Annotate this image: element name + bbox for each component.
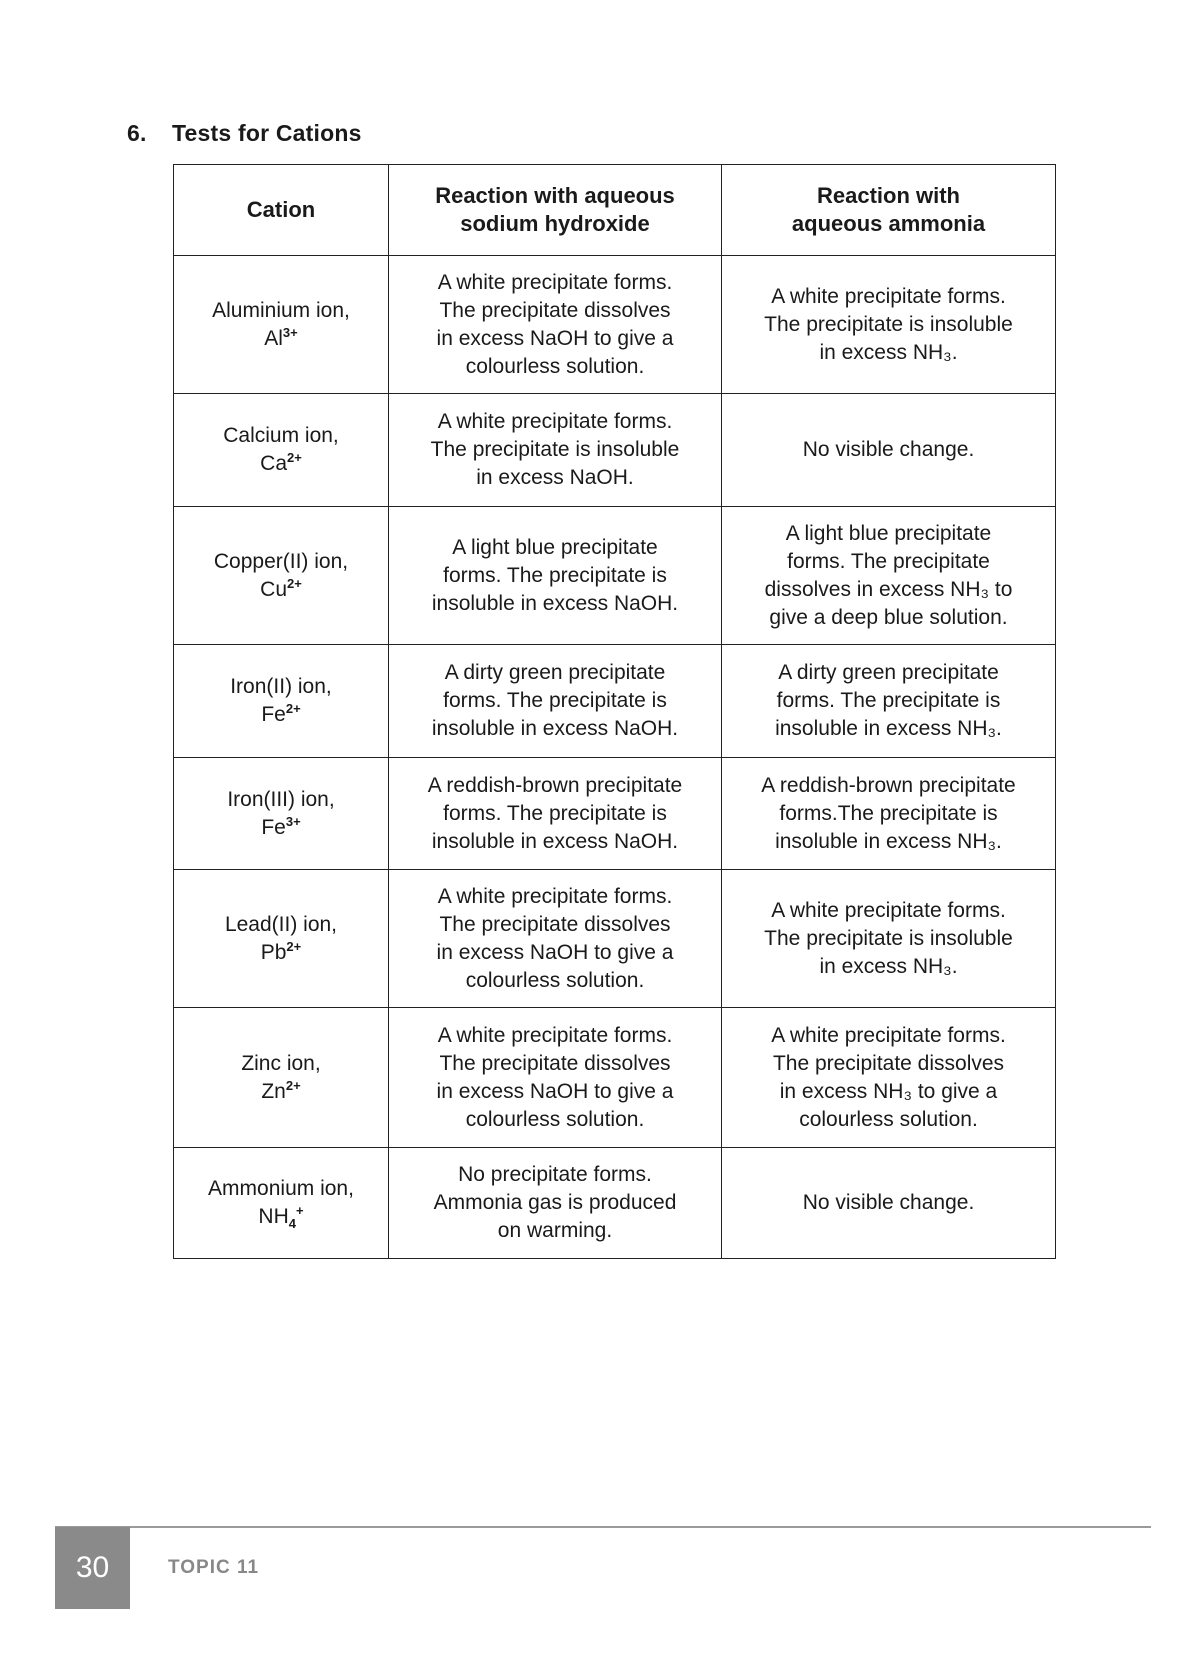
nh3-reaction-cell bbox=[722, 645, 1056, 758]
table-row bbox=[174, 758, 1056, 870]
reaction-text-line: The precipitate dissolves bbox=[439, 912, 671, 936]
cation-cell bbox=[174, 394, 389, 507]
reaction-text-line: in excess NaOH to give a bbox=[436, 326, 674, 350]
cation-cell bbox=[174, 1148, 389, 1259]
reaction-text-line: The precipitate is insoluble bbox=[764, 926, 1013, 950]
footer-divider bbox=[55, 1526, 1151, 1528]
reaction-text-line: give a deep blue solution. bbox=[769, 605, 1008, 629]
formula-charge: + bbox=[295, 1203, 304, 1218]
reaction-text-line: in excess NaOH to give a bbox=[436, 940, 674, 964]
naoh-reaction-cell bbox=[389, 1148, 722, 1259]
reaction-text-line: colourless solution. bbox=[465, 968, 645, 992]
cation-name: Lead(II) ion, bbox=[224, 912, 338, 936]
reaction-text-line: dissolves in excess NH₃ to bbox=[764, 577, 1013, 601]
cation-name: Iron(III) ion, bbox=[227, 787, 335, 811]
cation-formula: $Pb^{2+}$ bbox=[260, 938, 302, 964]
cation-formula: $Cu^{2+}$ bbox=[260, 575, 302, 601]
reaction-text-line: A light blue precipitate bbox=[785, 521, 992, 545]
reaction-text-line: A white precipitate forms. bbox=[771, 898, 1006, 922]
nh3-reaction-cell bbox=[722, 1148, 1056, 1259]
table-row bbox=[174, 256, 1056, 394]
reaction-text-line: A white precipitate forms. bbox=[771, 1023, 1006, 1047]
cation-name: Zinc ion, bbox=[241, 1051, 321, 1075]
reaction-text-line: No visible change. bbox=[802, 1191, 975, 1214]
naoh-reaction-cell bbox=[389, 507, 722, 645]
reaction-text-line: A reddish-brown precipitate bbox=[761, 773, 1016, 797]
nh3-reaction-cell bbox=[722, 758, 1056, 870]
naoh-reaction-cell bbox=[389, 1008, 722, 1148]
table-row bbox=[174, 394, 1056, 507]
nh3-reaction-cell bbox=[722, 256, 1056, 394]
formula-charge: 2+ bbox=[287, 450, 302, 465]
reaction-text-line: colourless solution. bbox=[465, 354, 645, 378]
reaction-text-line: forms. The precipitate is bbox=[776, 689, 1001, 712]
cation-name: Ammonium ion, bbox=[208, 1177, 354, 1200]
cation-formula: $Zn^{2+}$ bbox=[261, 1077, 301, 1103]
reaction-text-line: No visible change. bbox=[802, 438, 975, 461]
naoh-reaction-cell bbox=[389, 645, 722, 758]
header-naoh: Reaction with aqueous sodium hydroxide bbox=[389, 165, 722, 256]
reaction-text-line: in excess NH₃. bbox=[819, 954, 958, 978]
reaction-text-line: insoluble in excess NaOH. bbox=[431, 591, 679, 615]
reaction-text-line: The precipitate dissolves bbox=[439, 298, 671, 322]
cation-cell bbox=[174, 256, 389, 394]
reaction-text-line: A white precipitate forms. bbox=[771, 284, 1006, 308]
cation-name: Copper(II) ion, bbox=[213, 549, 349, 573]
cation-formula: $Fe^{2+}$ bbox=[261, 701, 301, 726]
naoh-reaction-cell bbox=[389, 256, 722, 394]
cation-name: Calcium ion, bbox=[223, 424, 339, 447]
cation-formula: $NH_4^+$ bbox=[258, 1203, 304, 1232]
reaction-text-line: forms. The precipitate is bbox=[443, 689, 667, 712]
topic-label: TOPIC 11 bbox=[168, 1557, 260, 1578]
nh3-reaction-cell bbox=[722, 1008, 1056, 1148]
reaction-text-line: in excess NaOH. bbox=[476, 466, 634, 489]
reaction-text-line: A light blue precipitate bbox=[452, 535, 658, 559]
formula-charge: 2+ bbox=[285, 1077, 301, 1093]
header-cation: Cation bbox=[174, 165, 389, 256]
cation-name: Aluminium ion, bbox=[212, 298, 350, 322]
table-row bbox=[174, 645, 1056, 758]
reaction-text-line: colourless solution. bbox=[465, 1107, 645, 1131]
cation-cell bbox=[174, 758, 389, 870]
table-header-row bbox=[174, 165, 1056, 256]
header-nh3: Reaction with aqueous ammonia bbox=[722, 165, 1056, 256]
table-row bbox=[174, 870, 1056, 1008]
page-number: 30 bbox=[55, 1527, 130, 1609]
naoh-reaction-cell bbox=[389, 870, 722, 1008]
cation-name: Iron(II) ion, bbox=[230, 675, 332, 698]
table-row bbox=[174, 1008, 1056, 1148]
formula-subscript: 4 bbox=[288, 1216, 296, 1232]
reaction-text-line: A white precipitate forms. bbox=[437, 1023, 673, 1047]
reaction-text-line: Ammonia gas is produced bbox=[433, 1191, 677, 1214]
cation-formula: $Ca^{2+}$ bbox=[260, 450, 302, 475]
cation-cell bbox=[174, 645, 389, 758]
cation-formula: $Fe^{3+}$ bbox=[261, 813, 301, 839]
reaction-text-line: in excess NaOH to give a bbox=[436, 1079, 674, 1103]
formula-charge: 3+ bbox=[282, 324, 298, 340]
cation-tests-table bbox=[173, 164, 1056, 1259]
nh3-reaction-cell bbox=[722, 394, 1056, 507]
reaction-text-line: A reddish-brown precipitate bbox=[427, 773, 683, 797]
reaction-text-line: in excess NH₃. bbox=[819, 340, 958, 364]
reaction-text-line: The precipitate is insoluble bbox=[430, 438, 680, 461]
reaction-text-line: forms.The precipitate is bbox=[779, 801, 998, 825]
reaction-text-line: No precipitate forms. bbox=[458, 1163, 652, 1186]
reaction-text-line: insoluble in excess NH₃. bbox=[775, 829, 1002, 853]
cation-formula: $Al^{3+}$ bbox=[264, 324, 298, 350]
reaction-text-line: The precipitate dissolves bbox=[439, 1051, 671, 1075]
formula-charge: 2+ bbox=[286, 938, 302, 954]
table-body bbox=[174, 256, 1056, 1259]
reaction-text-line: in excess NH₃ to give a bbox=[779, 1079, 998, 1103]
cation-cell bbox=[174, 870, 389, 1008]
reaction-text-line: The precipitate dissolves bbox=[772, 1051, 1005, 1075]
reaction-text-line: insoluble in excess NH₃. bbox=[775, 717, 1002, 740]
naoh-reaction-cell bbox=[389, 758, 722, 870]
reaction-text-line: The precipitate is insoluble bbox=[764, 312, 1013, 336]
reaction-text-line: forms. The precipitate is bbox=[443, 801, 667, 825]
table-row bbox=[174, 1148, 1056, 1259]
reaction-text-line: colourless solution. bbox=[799, 1107, 978, 1131]
cation-cell bbox=[174, 1008, 389, 1148]
reaction-text-line: on warming. bbox=[497, 1219, 613, 1242]
reaction-text-line: A dirty green precipitate bbox=[444, 661, 666, 684]
reaction-text-line: insoluble in excess NaOH. bbox=[431, 717, 679, 740]
section-number: 6. bbox=[127, 120, 147, 146]
cation-cell bbox=[174, 507, 389, 645]
section-title: Tests for Cations bbox=[172, 120, 362, 146]
reaction-text-line: A white precipitate forms. bbox=[437, 410, 673, 433]
nh3-reaction-cell bbox=[722, 507, 1056, 645]
formula-charge: 2+ bbox=[287, 575, 302, 591]
reaction-text-line: A white precipitate forms. bbox=[437, 270, 673, 294]
table-row bbox=[174, 507, 1056, 645]
reaction-text-line: A dirty green precipitate bbox=[778, 661, 999, 684]
section-heading bbox=[127, 120, 362, 147]
naoh-reaction-cell bbox=[389, 394, 722, 507]
reaction-text-line: A white precipitate forms. bbox=[437, 884, 673, 908]
formula-charge: 3+ bbox=[285, 813, 301, 829]
reaction-text-line: insoluble in excess NaOH. bbox=[431, 829, 679, 853]
reaction-text-line: forms. The precipitate is bbox=[443, 563, 667, 587]
nh3-reaction-cell bbox=[722, 870, 1056, 1008]
formula-charge: 2+ bbox=[285, 701, 301, 716]
reaction-text-line: forms. The precipitate bbox=[787, 549, 990, 573]
